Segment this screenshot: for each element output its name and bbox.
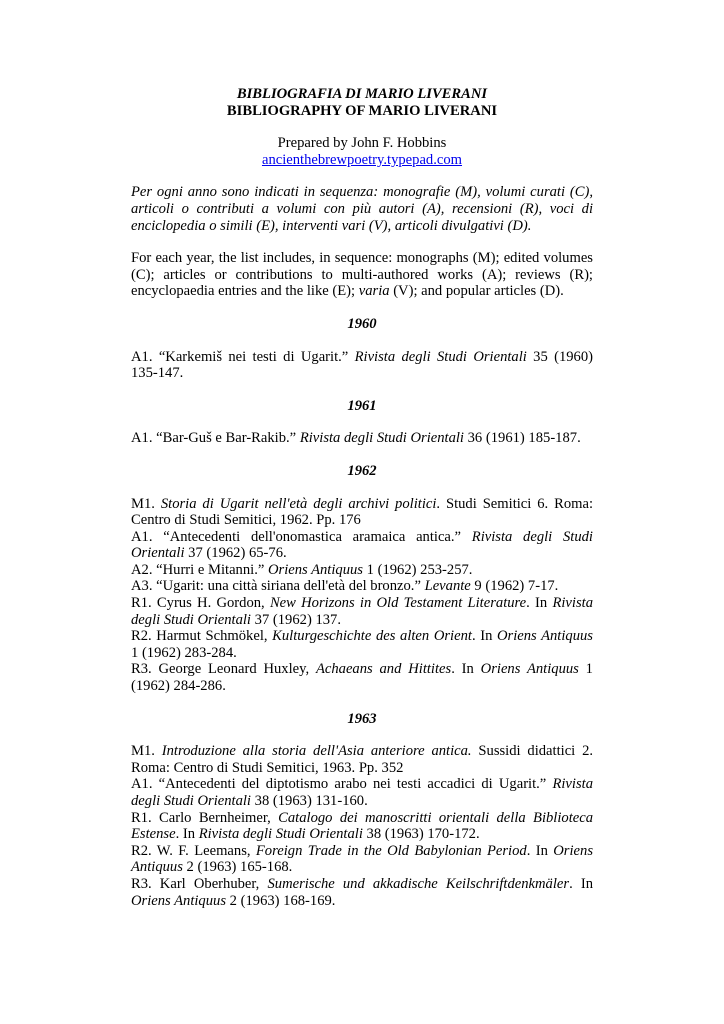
document-body — [131, 86, 593, 909]
bibliography-entry: A1. “Karkemiš nei testi di Ugarit.” Rivista degli Studi Orientali 35 (1960) 135-147. — [131, 348, 593, 382]
bibliography-entry: A2. “Hurri e Mitanni.” Oriens Antiquus 1 (1962) 253-257. — [131, 561, 473, 578]
year-heading: 1960 — [347, 315, 377, 332]
bibliography-entry: A3. “Ugarit: una città siriana dell'età del bronzo.” Levante 9 (1962) 7-17. — [131, 578, 559, 595]
bibliography-entry: R2. W. F. Leemans, Foreign Trade in the Old Babylonian Period. In Oriens Antiquus 2 (1963) 165-168. — [131, 842, 593, 876]
intro-english: For each year, the list includes, in sequence: monographs (M); edited volumes (C); articles or contributions to multi-authored works (A); reviews (R); encyclopaedia entries and the like (E); varia (V); and popular articles (D). — [131, 250, 593, 300]
bibliography-entry: A1. “Bar-Guš e Bar-Rakib.” Rivista degli Studi Orientali 36 (1961) 185-187. — [131, 430, 581, 447]
title-italian: BIBLIOGRAFIA DI MARIO LIVERANI — [236, 86, 488, 102]
website-link[interactable]: ancienthebrewpoetry.typepad.com — [261, 151, 463, 168]
bibliography-entry: M1. Introduzione alla storia dell'Asia anteriore antica. Sussidi didattici 2. Roma: Centro di Studi Semitici, 1963. Pp. 352 — [131, 743, 594, 776]
year-heading: 1963 — [347, 710, 377, 727]
year-heading: 1961 — [347, 397, 377, 414]
bibliography-entry: A1. “Antecedenti del diptotismo arabo nei testi accadici di Ugarit.” Rivista degli Studi Orientali 38 (1963) 131-160. — [131, 776, 593, 809]
bibliography-entry: M1. Storia di Ugarit nell'età degli archivi politici. Studi Semitici 6. Roma: Centro di Studi Semitici, 1962. Pp. 176 — [131, 495, 594, 529]
bibliography-entry: R3. Karl Oberhuber, Sumerische und akkadische Keilschriftdenkmäler. In Oriens Antiquus 2 (1963) 168-169. — [131, 875, 593, 909]
intro-italian: Per ogni anno sono indicati in sequenza: monografie (M), volumi curati (C), articoli o contributi a volumi con più autori (A), recensioni (R), voci di enciclopedia o simili (E), interventi vari (V), articoli divulgativi (D). — [131, 184, 593, 234]
bibliography-entry: A1. “Antecedenti dell'onomastica aramaica antica.” Rivista degli Studi Orientali 37 (1962) 65-76. — [131, 528, 593, 562]
title-english: BIBLIOGRAPHY OF MARIO LIVERANI — [226, 102, 498, 119]
bibliography-entry: R3. George Leonard Huxley, Achaeans and Hittites. In Oriens Antiquus 1 (1962) 284-286. — [131, 661, 593, 695]
year-heading: 1962 — [347, 462, 377, 479]
bibliography-entry: R1. Cyrus H. Gordon, New Horizons in Old Testament Literature. In Rivista degli Studi Orientali 37 (1962) 137. — [131, 595, 593, 628]
bibliography-entry: R2. Harmut Schmökel, Kulturgeschichte des alten Orient. In Oriens Antiquus 1 (1962) 283-284. — [131, 628, 593, 661]
bibliography-entry: R1. Carlo Bernheimer, Catalogo dei manoscritti orientali della Biblioteca Estense. In Rivista degli Studi Orientali 38 (1963) 170-172. — [131, 809, 594, 843]
prepared-by: Prepared by John F. Hobbins — [277, 135, 447, 152]
bibliography-list — [131, 300, 593, 909]
